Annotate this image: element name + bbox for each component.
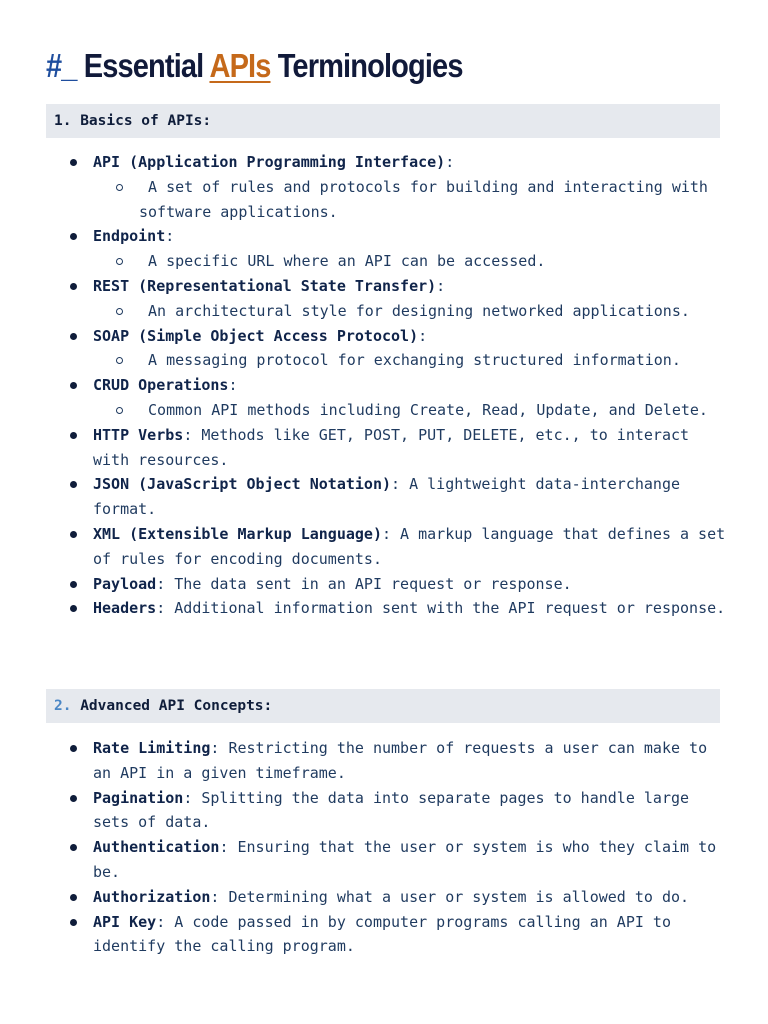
sub-list-item — [0, 299, 768, 324]
sub-list-item — [0, 348, 768, 373]
description: A lightweight data-interchange format. — [93, 475, 681, 519]
description: A markup language that defines a set of rules for encoding documents. — [93, 524, 726, 568]
list-item — [0, 224, 768, 249]
title-word-terminologies: Terminologies — [277, 47, 463, 84]
sub-description: Common API methods including Create, Read, Update, and Delete. — [148, 400, 708, 419]
description: Methods like GET, POST, PUT, DELETE, etc., to interact with resources. — [93, 425, 690, 469]
term-separator: : — [183, 425, 193, 444]
term: Endpoint — [93, 227, 166, 246]
sub-list-item — [0, 249, 768, 274]
bullet-icon — [70, 481, 77, 488]
term-separator: : — [156, 574, 166, 593]
sub-list-item — [0, 398, 768, 423]
title-accent-apis: APIs — [209, 47, 271, 84]
description: Splitting the data into separate pages to handle large sets of data. — [93, 788, 690, 832]
bullet-icon — [70, 432, 77, 439]
bullet-icon — [70, 233, 77, 240]
term-separator: : — [156, 599, 166, 618]
term: Rate Limiting — [93, 739, 211, 757]
bullet-icon — [70, 844, 77, 851]
bullet-icon — [70, 581, 77, 588]
hollow-bullet-icon — [116, 308, 123, 315]
list-item — [0, 572, 768, 597]
description: The data sent in an API request or response. — [165, 574, 572, 593]
hollow-bullet-icon — [116, 357, 123, 364]
term: SOAP (Simple Object Access Protocol) — [93, 326, 419, 345]
list-item — [0, 423, 768, 473]
sub-description: A messaging protocol for exchanging structured information. — [148, 351, 681, 370]
section-heading-advanced — [46, 689, 720, 723]
page-title — [46, 40, 463, 92]
bullet-icon — [70, 159, 77, 166]
list-item — [0, 910, 768, 960]
sub-description: A specific URL where an API can be accessed. — [148, 252, 546, 271]
term-separator: : — [165, 227, 175, 246]
bullet-icon — [70, 382, 77, 389]
term-separator: : — [183, 788, 193, 807]
term-separator: : — [210, 887, 220, 906]
list-item — [0, 885, 768, 910]
term: CRUD Operations — [93, 376, 229, 395]
term: Payload — [93, 574, 157, 593]
bullet-icon — [70, 333, 77, 340]
term: API (Application Programming Interface) — [93, 153, 446, 171]
section-heading-advanced-text: Advanced API Concepts: — [71, 698, 273, 714]
term: Authentication — [93, 838, 220, 857]
description: Ensuring that the user or system is who they claim to be. — [93, 838, 717, 881]
list-item — [0, 835, 768, 885]
bullet-icon — [70, 919, 77, 926]
bullet-icon — [70, 605, 77, 612]
bullet-icon — [70, 894, 77, 901]
term-separator: : — [228, 376, 238, 395]
description: A code passed in by computer programs calling an API to identify the calling program. — [93, 912, 671, 956]
description: Restricting the number of requests a user can make to an API in a given timeframe. — [93, 739, 708, 782]
term-separator: : — [381, 524, 392, 543]
term: API Key — [93, 912, 157, 931]
term-separator: : — [445, 153, 455, 171]
bullet-icon — [70, 795, 77, 802]
bullet-icon — [70, 745, 77, 752]
term: Pagination — [93, 788, 184, 807]
description: Additional information sent with the API request or response. — [165, 599, 726, 618]
term-separator: : — [418, 326, 428, 345]
term: Headers — [93, 599, 157, 618]
basics-list — [0, 150, 768, 621]
section-heading-advanced-number: 2. — [54, 698, 72, 714]
hollow-bullet-icon — [116, 407, 123, 414]
list-item — [0, 472, 768, 522]
bullet-icon — [70, 531, 77, 538]
list-item — [0, 324, 768, 349]
title-word-essential: Essential — [83, 47, 204, 84]
list-item — [0, 596, 768, 621]
hollow-bullet-icon — [116, 258, 123, 265]
section-heading-basics-text: 1. Basics of APIs: — [54, 113, 212, 129]
list-item — [0, 786, 768, 836]
list-item — [0, 274, 768, 299]
term-separator: : — [219, 838, 229, 857]
term-separator: : — [391, 475, 401, 494]
term-separator: : — [156, 912, 166, 931]
description: Determining what a user or system is allowed to do. — [219, 887, 690, 906]
sub-list-item — [0, 175, 768, 225]
list-item — [0, 522, 768, 572]
term: Authorization — [93, 887, 211, 906]
term-separator: : — [436, 276, 446, 295]
term: REST (Representational State Transfer) — [93, 276, 437, 295]
list-item — [0, 150, 768, 175]
advanced-list — [0, 736, 768, 959]
list-item — [0, 736, 768, 786]
term-separator: : — [210, 739, 220, 757]
section-heading-basics — [46, 104, 720, 138]
list-item — [0, 373, 768, 398]
sub-description: An architectural style for designing networked applications. — [148, 301, 690, 320]
hollow-bullet-icon — [116, 184, 123, 191]
term: JSON (JavaScript Object Notation) — [93, 475, 392, 494]
sub-description: A set of rules and protocols for building and interacting with software applications. — [139, 177, 708, 221]
title-prefix: #_ — [46, 47, 77, 84]
term: XML (Extensible Markup Language) — [93, 524, 382, 543]
term: HTTP Verbs — [93, 425, 184, 444]
bullet-icon — [70, 283, 77, 290]
